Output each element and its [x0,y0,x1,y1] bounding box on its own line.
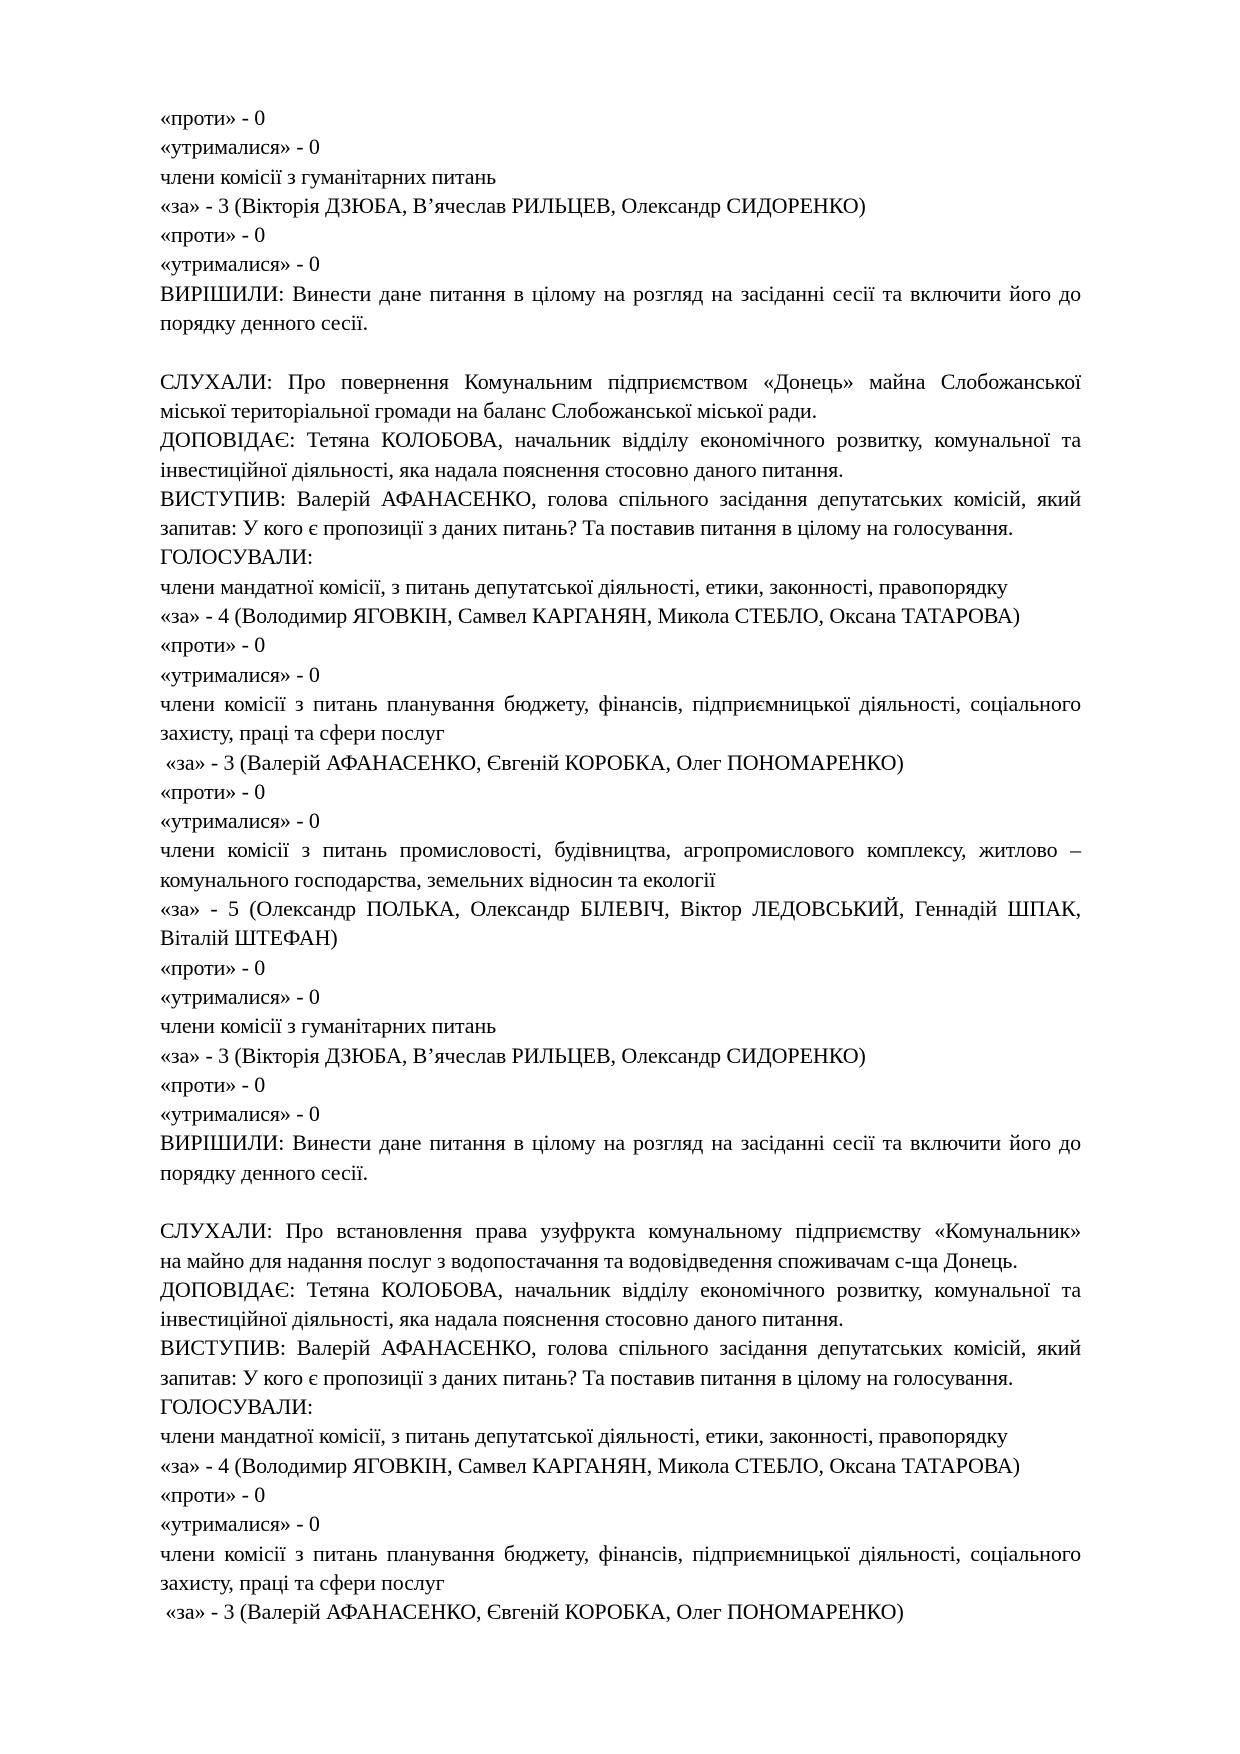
text-line: запитав: У кого є пропозиції з даних питань? Та поставив питання в цілому на голосування. [160,515,1014,541]
paragraph [160,367,1081,426]
text-line: «утрималися» - 0 [160,661,320,687]
text-line: порядку денного сесії. [160,1159,369,1185]
paragraph [160,1509,1081,1538]
text-line: ВИСТУПИВ: Валерій АФАНАСЕНКО, голова спільного засідання депутатських комісій, який [160,485,1081,511]
document-body [160,103,1081,1626]
paragraph [160,660,1081,689]
paragraph [160,1216,1081,1275]
paragraph [160,806,1081,835]
text-line: «утрималися» - 0 [160,983,320,1009]
text-line: запитав: У кого є пропозиції з даних питань? Та поставив питання в цілому на голосування. [160,1364,1014,1390]
text-line: «за» - 3 (Вікторія ДЗЮБА, В’ячеслав РИЛЬЦЕВ, Олександр СИДОРЕНКО) [160,1042,866,1068]
text-line: інвестиційної діяльності, яка надала пояснення стосовно даного питання. [160,1306,844,1332]
text-line: «за» - 4 (Володимир ЯГОВКІН, Самвел КАРГАНЯН, Микола СТЕБЛО, Оксана ТАТАРОВА) [160,1452,1021,1478]
paragraph [160,162,1081,191]
paragraph [160,1041,1081,1070]
paragraph [160,630,1081,659]
text-line: захисту, праці та сфери послуг [160,720,445,746]
spacer-line [160,1187,1081,1216]
paragraph [160,982,1081,1011]
text-line: «утрималися» - 0 [160,808,320,834]
text-line: «проти» - 0 [160,1481,266,1507]
paragraph [160,601,1081,630]
paragraph [160,425,1081,484]
text-line: члени комісії з питань промисловості, будівництва, агропромислового комплексу, житлово – [160,837,1081,863]
paragraph [160,1451,1081,1480]
paragraph [160,953,1081,982]
text-line: СЛУХАЛИ: Про встановлення права узуфрукта комунальному підприємству «Комунальник» [160,1218,1081,1244]
text-line: «утрималися» - 0 [160,251,320,277]
text-line: «утрималися» - 0 [160,1101,320,1127]
text-line: члени комісії з питань планування бюджету, фінансів, підприємницької діяльності, соціального [160,690,1081,716]
paragraph [160,572,1081,601]
paragraph [160,103,1081,132]
paragraph [160,1070,1081,1099]
text-line: ВИСТУПИВ: Валерій АФАНАСЕНКО, голова спільного засідання депутатських комісій, який [160,1335,1081,1361]
text-line: «проти» - 0 [160,632,266,658]
text-line: «проти» - 0 [160,954,266,980]
text-line: «проти» - 0 [160,105,266,130]
text-line: «за» - 5 (Олександр ПОЛЬКА, Олександр БІЛЕВІЧ, Віктор ЛЕДОВСЬКИЙ, Геннадій ШПАК, [160,896,1081,922]
text-line: Віталій ШТЕФАН) [160,925,338,951]
paragraph [160,1011,1081,1040]
paragraph [160,777,1081,806]
text-line: ДОПОВІДАЄ: Тетяна КОЛОБОВА, начальник відділу економічного розвитку, комунальної та [160,427,1081,453]
text-line: на майно для надання послуг з водопостачання та водовідведення споживачам с-ща Донець. [160,1247,1018,1273]
paragraph [160,1392,1081,1421]
text-line: «утрималися» - 0 [160,134,320,160]
text-line: «проти» - 0 [160,778,266,804]
text-line: порядку денного сесії. [160,310,369,336]
paragraph [160,542,1081,571]
text-line: ДОПОВІДАЄ: Тетяна КОЛОБОВА, начальник відділу економічного розвитку, комунальної та [160,1276,1081,1302]
text-line: «проти» - 0 [160,222,266,248]
text-line: міської територіальної громади на баланс Слобожанської міської ради. [160,397,818,423]
text-line: «за» - 4 (Володимир ЯГОВКІН, Самвел КАРГАНЯН, Микола СТЕБЛО, Оксана ТАТАРОВА) [160,603,1021,629]
paragraph [160,1333,1081,1392]
paragraph [160,191,1081,220]
text-line: «за» - 3 (Валерій АФАНАСЕНКО, Євгеній КОРОБКА, Олег ПОНОМАРЕНКО) [160,749,904,775]
paragraph [160,835,1081,894]
text-line: члени мандатної комісії, з питань депутатської діяльності, етики, законності, правопорядку [160,1423,1008,1449]
paragraph [160,1597,1081,1626]
blank-line [160,1187,1081,1216]
text-line: СЛУХАЛИ: Про повернення Комунальним підприємством «Донець» майна Слобожанської [160,368,1081,394]
paragraph [160,249,1081,278]
text-line: «проти» - 0 [160,1071,266,1097]
text-line: «за» - 3 (Валерій АФАНАСЕНКО, Євгеній КОРОБКА, Олег ПОНОМАРЕНКО) [160,1599,904,1625]
paragraph [160,1539,1081,1598]
text-line: члени мандатної комісії, з питань депутатської діяльності, етики, законності, правопорядку [160,573,1008,599]
paragraph [160,220,1081,249]
text-line: захисту, праці та сфери послуг [160,1569,445,1595]
paragraph [160,689,1081,748]
paragraph [160,279,1081,338]
text-line: ГОЛОСУВАЛИ: [160,544,313,570]
text-line: ВИРІШИЛИ: Винести дане питання в цілому на розгляд на засіданні сесії та включити його до [160,1130,1081,1156]
paragraph [160,1480,1081,1509]
text-line: члени комісії з гуманітарних питань [160,1013,497,1039]
text-line: члени комісії з питань планування бюджету, фінансів, підприємницької діяльності, соціального [160,1540,1081,1566]
text-line: «утрималися» - 0 [160,1511,320,1537]
text-line: «за» - 3 (Вікторія ДЗЮБА, В’ячеслав РИЛЬЦЕВ, Олександр СИДОРЕНКО) [160,192,866,218]
paragraph [160,894,1081,953]
text-line: ГОЛОСУВАЛИ: [160,1394,313,1420]
text-line: ВИРІШИЛИ: Винести дане питання в цілому на розгляд на засіданні сесії та включити його до [160,280,1081,306]
text-line: комунального господарства, земельних відносин та екології [160,866,716,892]
paragraph [160,132,1081,161]
paragraph [160,1275,1081,1334]
spacer-line [160,337,1081,366]
paragraph [160,1421,1081,1450]
paragraph [160,484,1081,543]
text-line: члени комісії з гуманітарних питань [160,163,497,189]
paragraph [160,748,1081,777]
paragraph [160,1099,1081,1128]
blank-line [160,337,1081,366]
paragraph [160,1128,1081,1187]
text-line: інвестиційної діяльності, яка надала пояснення стосовно даного питання. [160,456,844,482]
